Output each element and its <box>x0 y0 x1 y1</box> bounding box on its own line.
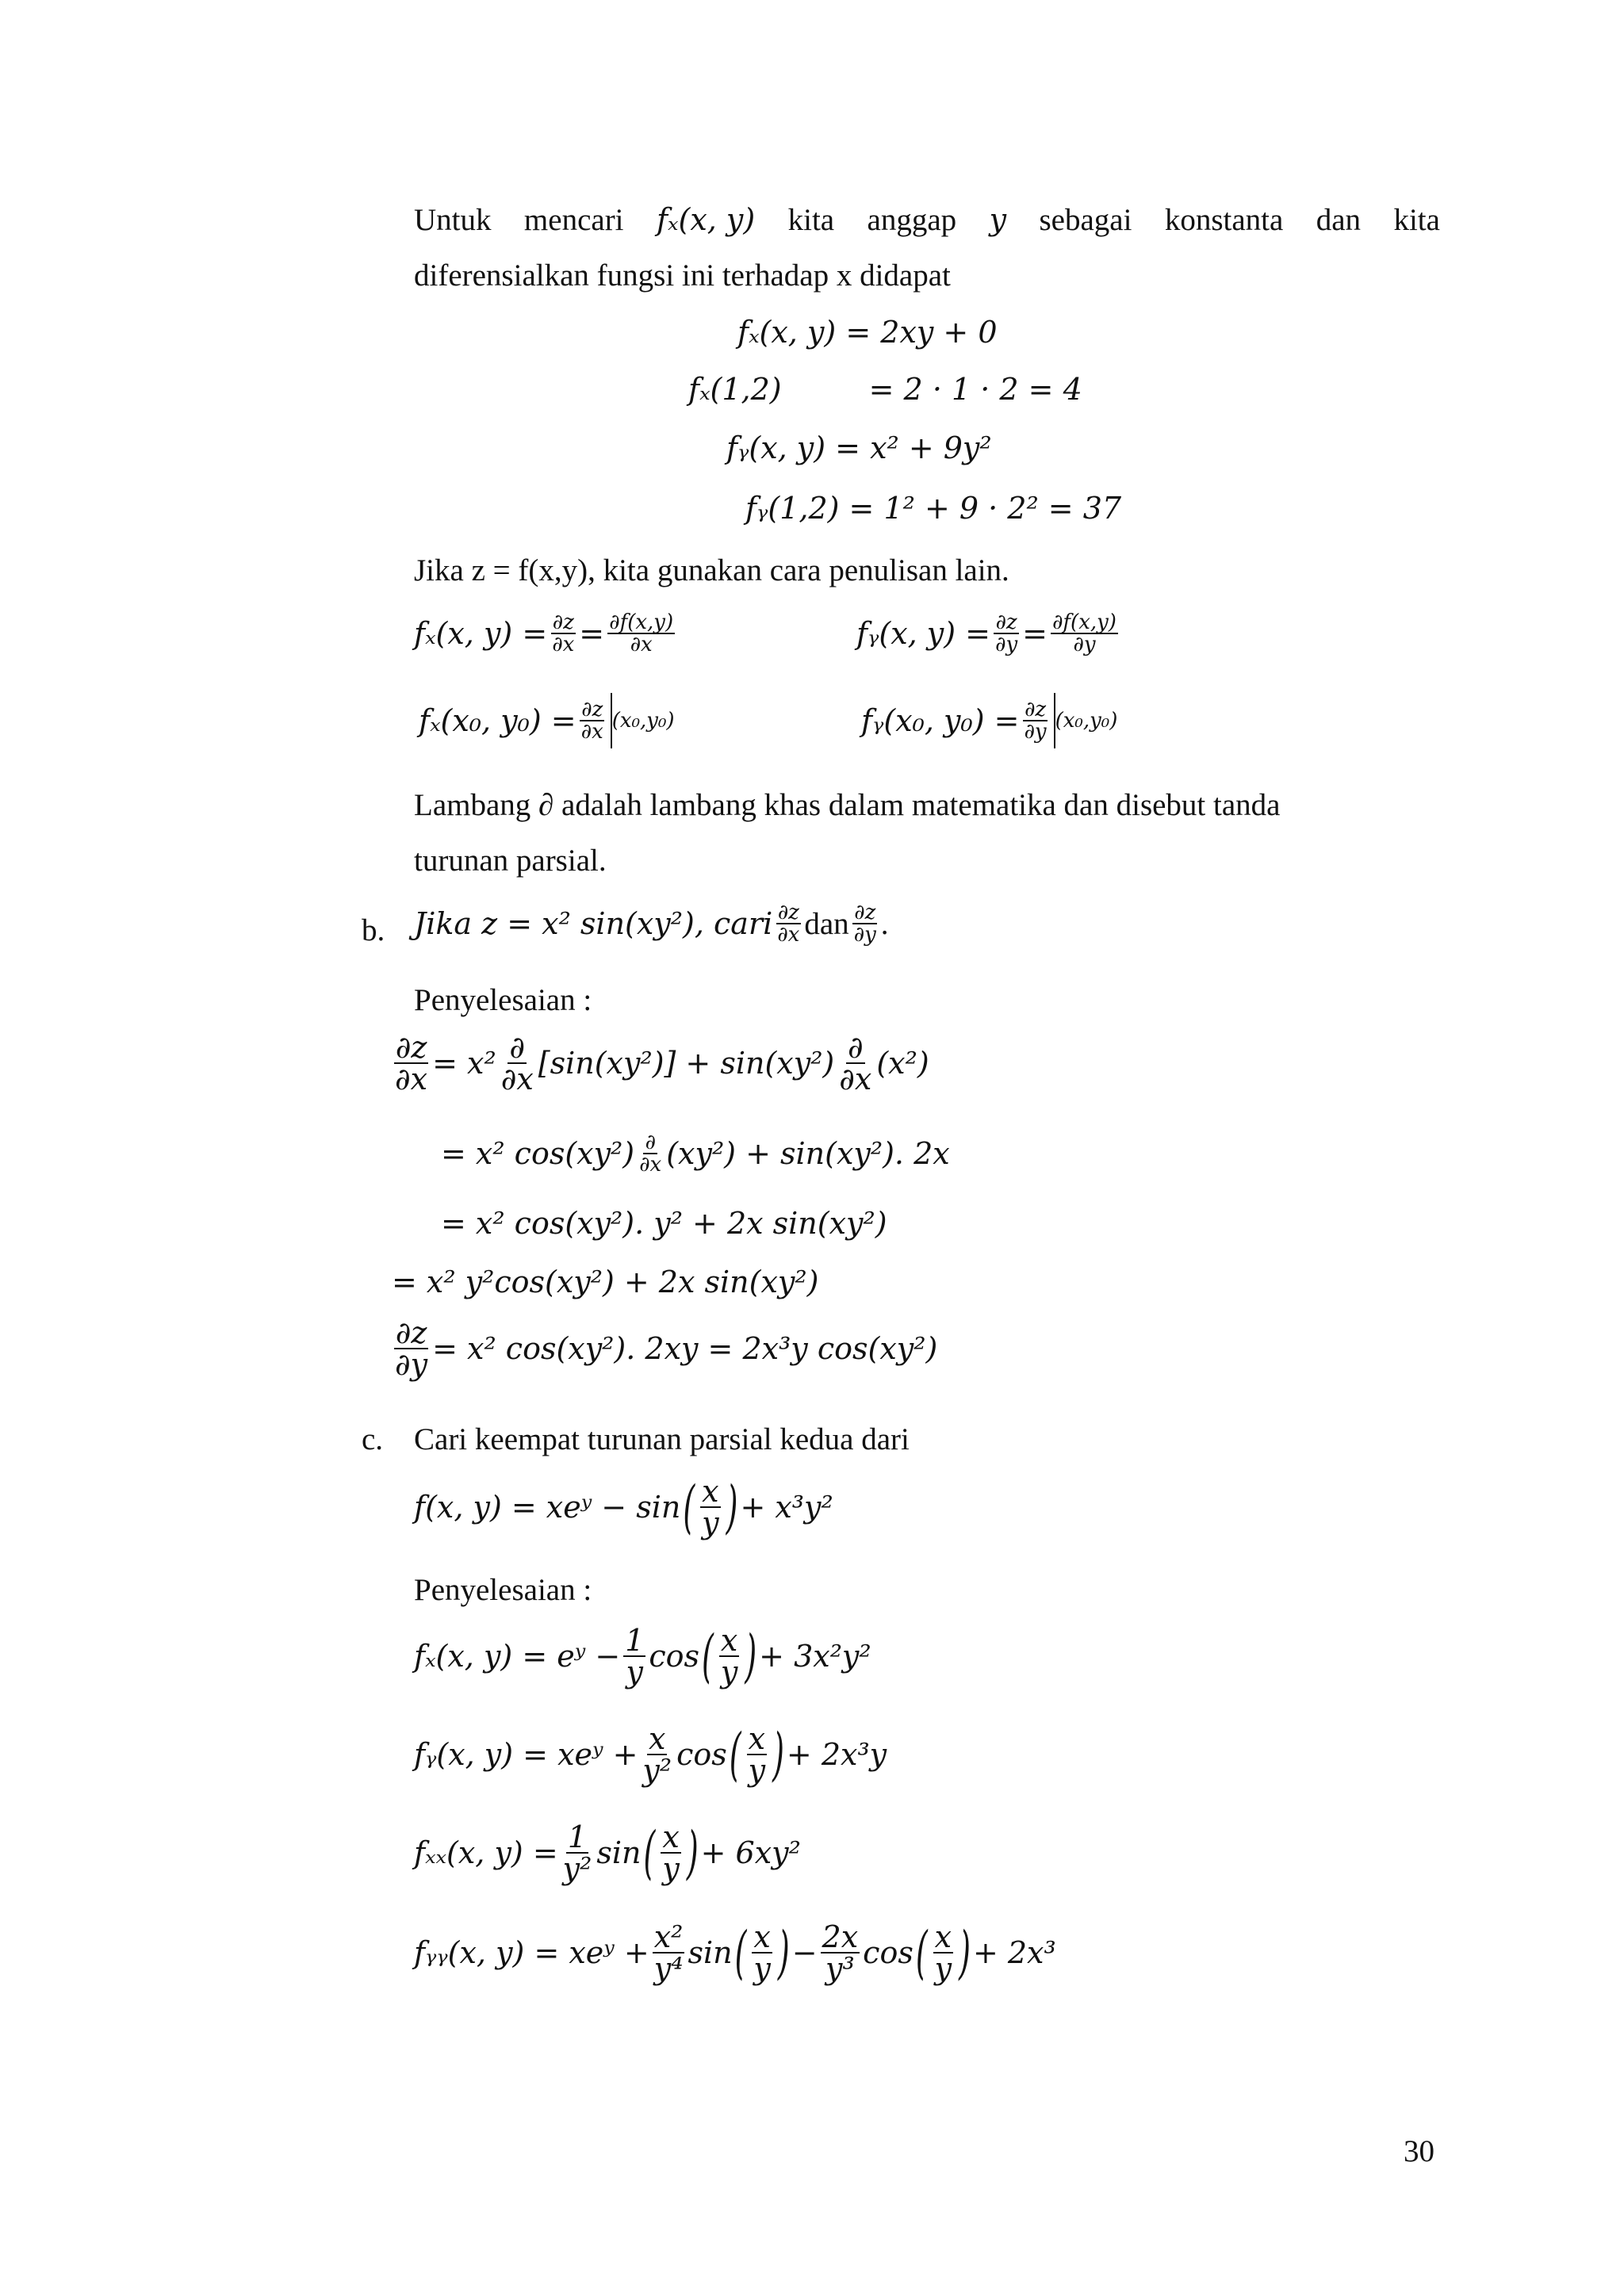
word: sebagai <box>1039 203 1132 237</box>
part-c-function: f(x, y) = xeʸ − sin ( $\frac{x}{y}$ ) + x³y² <box>414 1474 833 1540</box>
page-number: 30 <box>1404 2134 1434 2168</box>
eq1-line2: fₓ(1,2) = 2 · 1 · 2 = 4 <box>688 372 1082 407</box>
part-c-fxx: fₓₓ(x, y) = $\frac{1}{\text{y²}}$ sin ( $\frac{x}{y}$ ) + 6xy² <box>414 1820 801 1886</box>
part-b-line-2: = x² cos(xy²) $\frac{\partial}{\partial x}$ (xy²) + sin(xy²). 2x <box>441 1131 950 1177</box>
part-c-fx: fₓ(x, y) = eʸ − $\frac{1}{y}$ cos ( $\frac{x}{y}$ ) + 3x²y² <box>414 1623 871 1689</box>
part-c-fyy: fᵧᵧ(x, y) = xeʸ + $\frac{\text{x²}}{\text{y⁴}}$ sin ( $\frac{x}{y}$ ) − $\frac{2x}{\text{y³}}$ cos ( $\frac{x}{y}$ ) + 2x³ <box>414 1919 1056 1986</box>
eq1-line1: fₓ(x, y) = 2xy + 0 <box>737 315 998 350</box>
word: anggap <box>867 203 957 237</box>
part-b-solution-label: Penyelesaian : <box>414 983 592 1017</box>
part-b-question: Jika z = x² sin(xy²), cari $\frac{\partial z}{\partial x}$ dan $\frac{\partial z}{\partial y}$ . <box>414 901 889 947</box>
notation-fx: fₓ(x, y) = $\frac{\partial z}{\partial x}$ = $\frac{\partial f(x,y)}{\partial x}$ <box>414 610 674 656</box>
word: mencari <box>523 203 624 237</box>
word: fₓ(x, y) <box>656 202 756 237</box>
part-b-line-3: = x² cos(xy²). y² + 2x sin(xy²) <box>441 1206 887 1241</box>
eq1-line4: fᵧ(1,2) = 1² + 9 · 2² = 37 <box>745 491 1122 526</box>
word: kita <box>787 203 835 237</box>
part-b-label: b. <box>362 913 385 947</box>
word: konstanta <box>1164 203 1284 237</box>
lambang-line-2: turunan parsial. <box>414 844 607 878</box>
word: y <box>989 202 1007 237</box>
part-c-label: c. <box>362 1422 384 1456</box>
word: dan <box>1316 203 1362 237</box>
jika-text: Jika z = f(x,y), kita gunakan cara penulisan lain. <box>414 553 1009 587</box>
part-c-text: Cari keempat turunan parsial kedua dari <box>414 1422 910 1456</box>
part-b-line-5: $\frac{\partial z}{\partial y}$ = x² cos(xy²). 2xy = 2x³y cos(xy²) <box>395 1315 938 1382</box>
notation-fx0: fₓ(x₀, y₀) = $\frac{\partial z}{\partial x}$ (x₀,y₀) <box>419 693 675 748</box>
intro-line-1 <box>414 202 1440 237</box>
intro-line-2: diferensialkan fungsi ini terhadap x didapat <box>414 258 951 293</box>
lambang-line-1: Lambang ∂ adalah lambang khas dalam matematika dan disebut tanda <box>414 788 1281 822</box>
part-b-line-1: $\frac{\partial z}{\partial x}$ = x² $\frac{\partial}{\partial x}$ [sin(xy²)] + sin(xy²) $\frac{\partial}{\partial x}$ (x²) <box>395 1030 929 1096</box>
part-c-fy: fᵧ(x, y) = xeʸ + $\frac{x}{\text{y²}}$ cos ( $\frac{x}{y}$ ) + 2x³y <box>414 1721 887 1788</box>
part-c-solution-label: Penyelesaian : <box>414 1573 592 1607</box>
notation-fy: fᵧ(x, y) = $\frac{\partial z}{\partial y}$ = $\frac{\partial f(x,y)}{\partial y}$ <box>856 610 1116 656</box>
word: Untuk <box>414 203 492 237</box>
eq1-line3: fᵧ(x, y) = x² + 9y² <box>726 430 992 465</box>
word: kita <box>1393 203 1440 237</box>
notation-fy0: fᵧ(x₀, y₀) = $\frac{\partial z}{\partial y}$ (x₀,y₀) <box>861 693 1117 748</box>
part-b-line-4: = x² y²cos(xy²) + 2x sin(xy²) <box>392 1265 819 1299</box>
